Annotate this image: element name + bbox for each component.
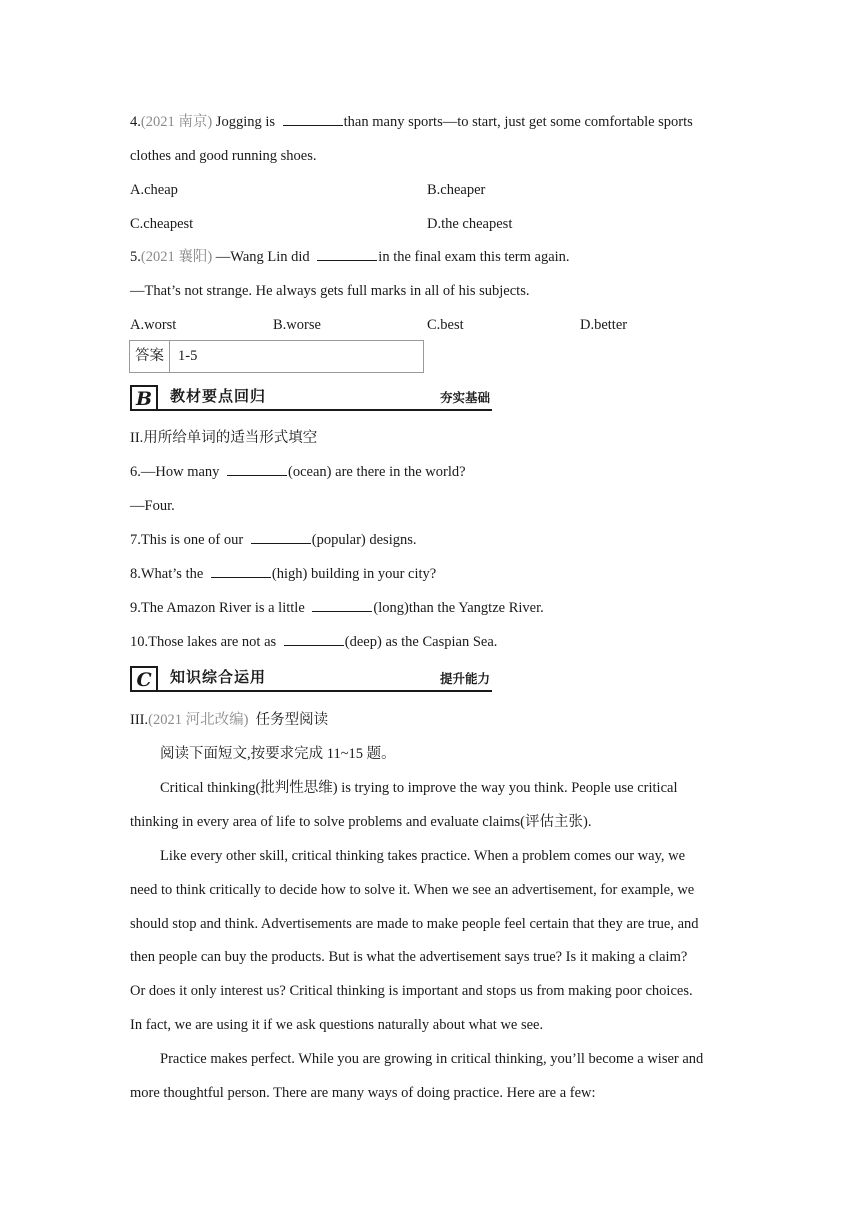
option-b[interactable]: B.worse xyxy=(273,317,321,333)
section-b-badge-icon xyxy=(130,385,158,411)
part-3-instruction: 阅读下面短文,按要求完成 11~15 题。 xyxy=(160,746,396,762)
part-2-heading: II.用所给单词的适当形式填空 xyxy=(130,430,318,446)
question-6: 6.—How many (ocean) are there in the world? xyxy=(130,464,466,480)
question-9: 9.The Amazon River is a little (long)than the Yangtze River. xyxy=(130,600,544,616)
section-divider xyxy=(156,690,492,692)
answer-value[interactable]: 1-5 xyxy=(178,348,198,364)
option-d[interactable]: D.the cheapest xyxy=(427,216,513,232)
answer-label: 答案 xyxy=(130,341,170,372)
passage-line: then people can buy the products. But is what the advertisement says true? Is it making a claim? xyxy=(130,949,688,965)
question-4-line-1: 4.(2021 南京) Jogging is than many sports—to start, just get some comfortable sports xyxy=(130,114,693,130)
answer-blank[interactable] xyxy=(227,462,287,476)
answer-blank[interactable] xyxy=(283,112,343,126)
svg-text:B: B xyxy=(135,388,153,410)
source-tag: (2021 南京) xyxy=(140,114,213,130)
answer-blank[interactable] xyxy=(312,598,372,612)
question-4-line-2: clothes and good running shoes. xyxy=(130,148,317,164)
section-c-title: 知识综合运用 xyxy=(170,668,267,686)
passage-line: Like every other skill, critical thinking takes practice. When a problem comes our way, we xyxy=(160,848,686,864)
passage-line: should stop and think. Advertisements are made to make people feel certain that they are true, and xyxy=(130,916,699,932)
question-7: 7.This is one of our (popular) designs. xyxy=(130,532,417,548)
passage-line: thinking in every area of life to solve problems and evaluate claims(评估主张). xyxy=(130,814,592,830)
section-divider xyxy=(156,409,492,411)
passage-line: In fact, we are using it if we ask questions naturally about what we see. xyxy=(130,1017,544,1033)
option-b[interactable]: B.cheaper xyxy=(427,182,486,198)
passage-line: Or does it only interest us? Critical thinking is important and stops us from making poor choices. xyxy=(130,983,693,999)
passage-line: need to think critically to decide how to solve it. When we see an advertisement, for example, we xyxy=(130,882,695,898)
answer-blank[interactable] xyxy=(284,632,344,646)
question-5-line-2: —That’s not strange. He always gets full marks in all of his subjects. xyxy=(130,283,530,299)
question-8: 8.What’s the (high) building in your city? xyxy=(130,566,437,582)
question-6-reply: —Four. xyxy=(130,498,175,514)
answer-blank[interactable] xyxy=(211,564,271,578)
option-c[interactable]: C.best xyxy=(427,317,464,333)
option-a[interactable]: A.cheap xyxy=(130,182,178,198)
section-b-subtitle: 夯实基础 xyxy=(439,390,490,405)
answer-box xyxy=(129,340,424,373)
source-tag: (2021 襄阳) xyxy=(140,249,213,265)
part-3-heading: III.(2021 河北改编) 任务型阅读 xyxy=(130,712,329,728)
svg-text:C: C xyxy=(136,669,152,691)
option-a[interactable]: A.worst xyxy=(130,317,177,333)
option-c[interactable]: C.cheapest xyxy=(130,216,194,232)
passage-line: Practice makes perfect. While you are growing in critical thinking, you’ll become a wiser and xyxy=(160,1051,704,1067)
question-5-line-1: 5.(2021 襄阳) —Wang Lin did in the final exam this term again. xyxy=(130,249,570,265)
answer-blank[interactable] xyxy=(251,530,311,544)
section-c-badge-icon xyxy=(130,666,158,692)
section-b-title: 教材要点回归 xyxy=(170,387,267,405)
section-b-header xyxy=(130,383,492,411)
passage-line: more thoughtful person. There are many ways of doing practice. Here are a few: xyxy=(130,1085,596,1101)
passage-line: Critical thinking(批判性思维) is trying to improve the way you think. People use critical xyxy=(160,780,678,796)
source-tag: (2021 河北改编) xyxy=(148,712,249,728)
option-d[interactable]: D.better xyxy=(580,317,628,333)
section-c-header xyxy=(130,664,492,692)
section-c-subtitle: 提升能力 xyxy=(439,671,490,686)
answer-blank[interactable] xyxy=(317,247,377,261)
question-10: 10.Those lakes are not as (deep) as the Caspian Sea. xyxy=(130,634,498,650)
